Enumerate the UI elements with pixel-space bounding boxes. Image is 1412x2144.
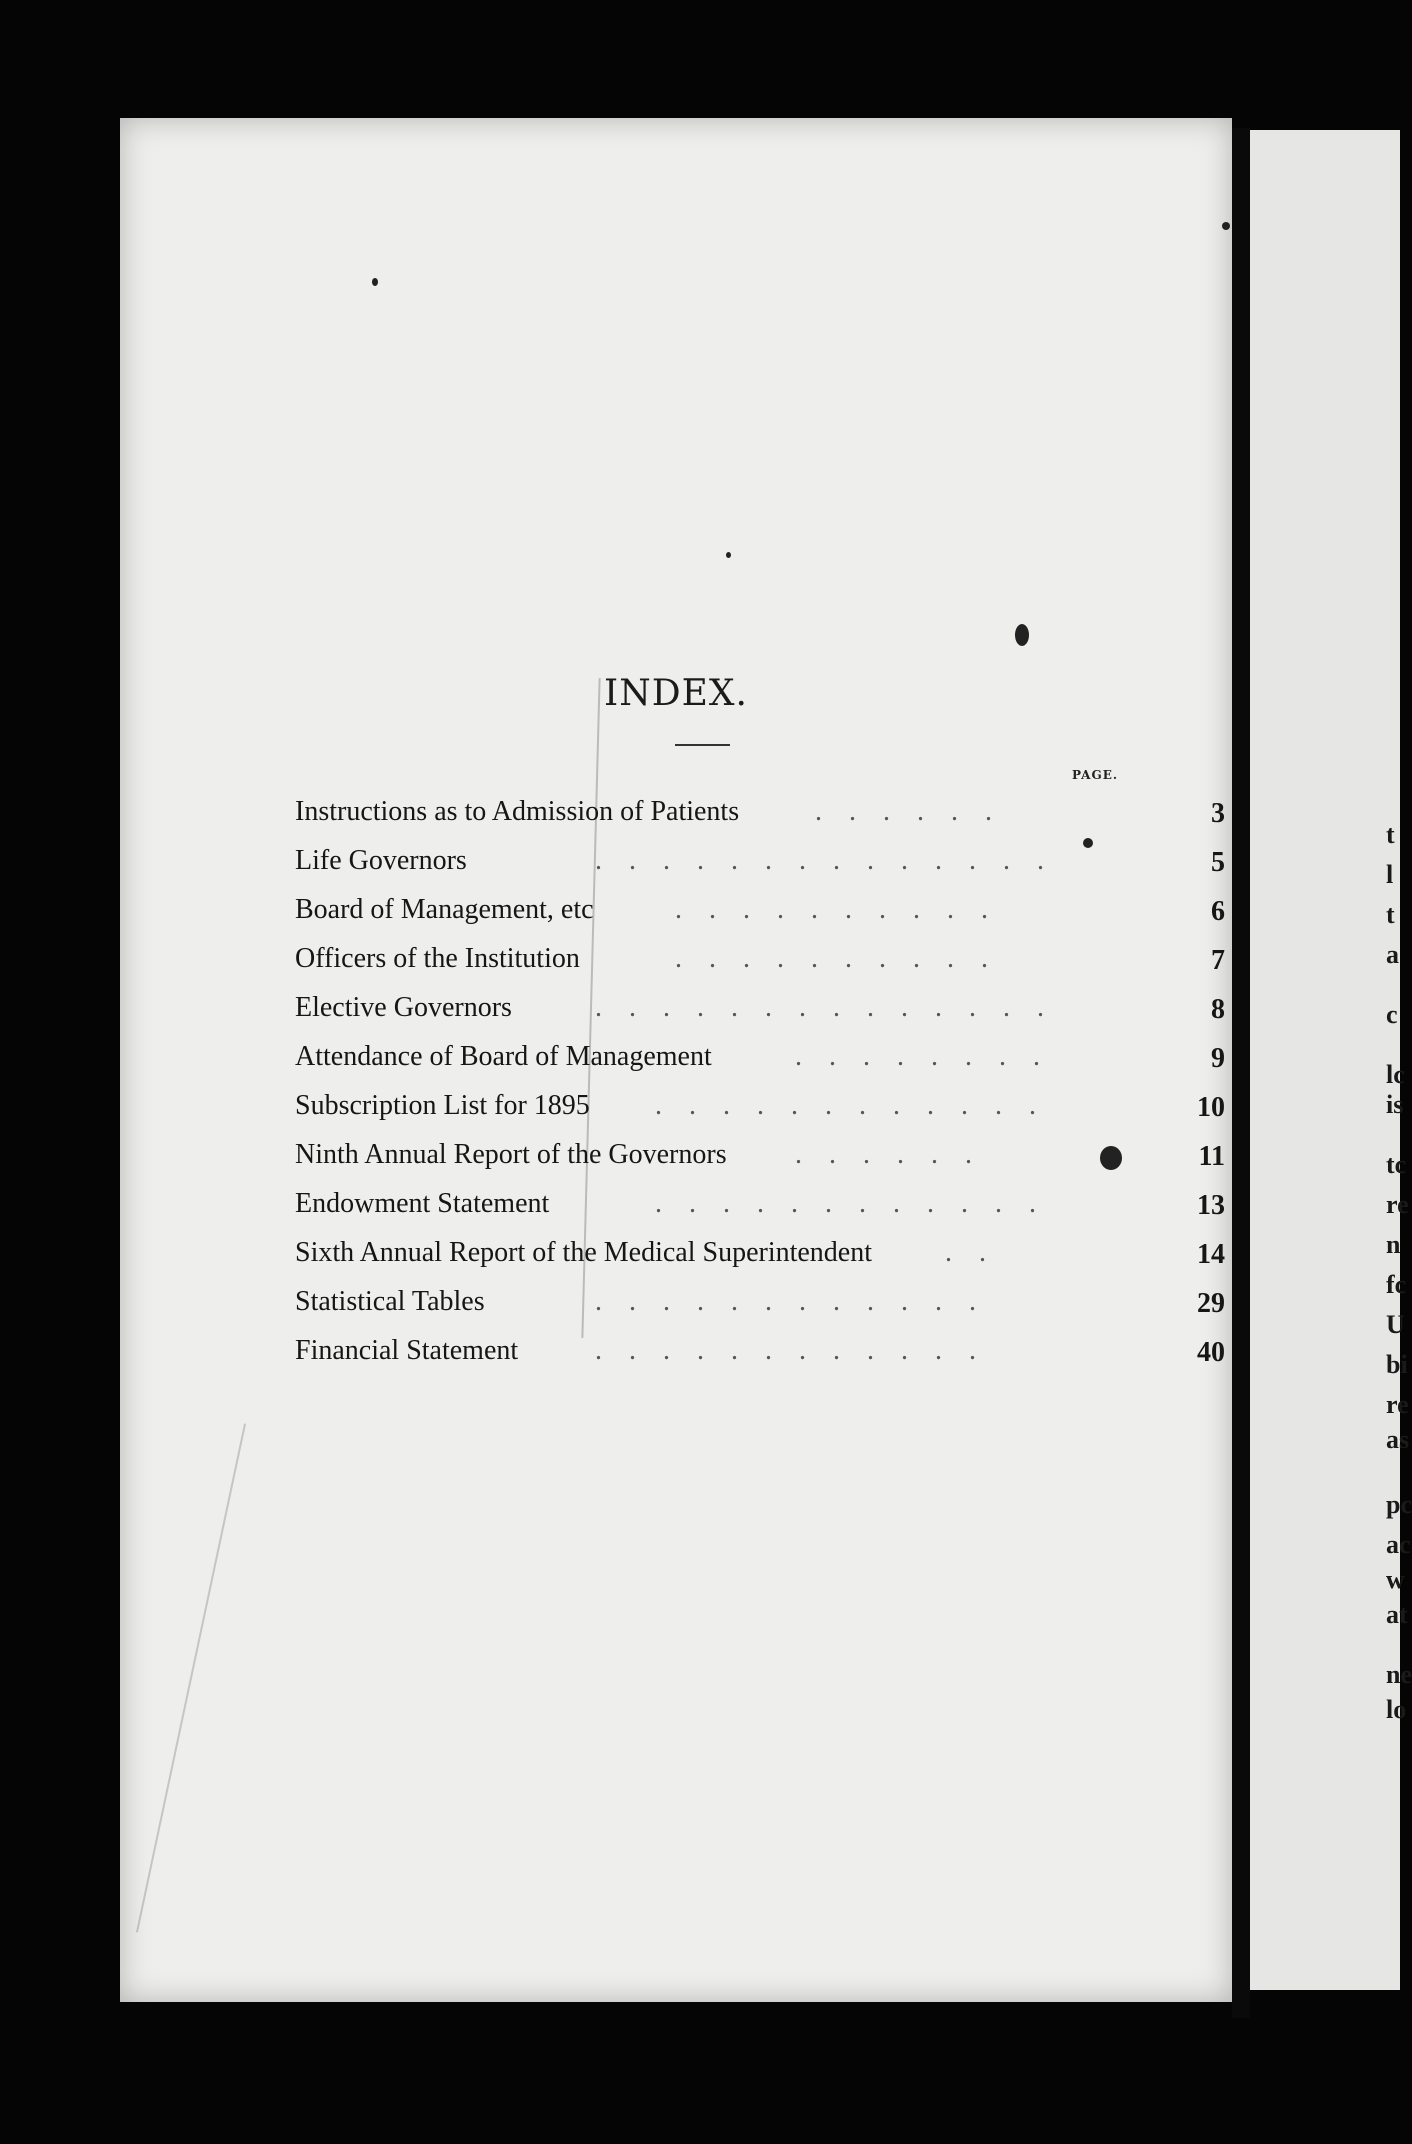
adjacent-page-fragment: lo	[1386, 1695, 1407, 1724]
index-entry	[295, 790, 1255, 839]
index-entry	[295, 1329, 1255, 1378]
index-entry	[295, 937, 1255, 986]
index-entry-page-number: 14	[1197, 1239, 1225, 1270]
index-entry-title: Officers of the Institution	[295, 943, 580, 974]
index-entry-leader-dots: . . . . . . . . . .	[675, 943, 998, 974]
index-entry	[295, 1133, 1255, 1182]
adjacent-page-fragment: ac	[1386, 1530, 1411, 1559]
index-entry-leader-dots: . . . . . .	[795, 1139, 982, 1170]
document-page	[120, 118, 1232, 2002]
index-entry-leader-dots: . . . . . . . . . . . .	[655, 1188, 1046, 1219]
index-entry-leader-dots: . . . . . . . . . . . .	[595, 1286, 986, 1317]
index-entry	[295, 1231, 1255, 1280]
page-column-header: PAGE.	[1072, 768, 1119, 782]
adjacent-page-fragment: re	[1386, 1190, 1409, 1219]
adjacent-page-fragment: tc	[1386, 1150, 1407, 1179]
index-entry-title: Attendance of Board of Management	[295, 1041, 712, 1072]
index-list	[295, 790, 1255, 1378]
index-entry-title: Subscription List for 1895	[295, 1090, 590, 1121]
adjacent-page-fragment: n	[1386, 1230, 1401, 1259]
index-entry-page-number: 11	[1198, 1141, 1225, 1172]
adjacent-page-fragment: c	[1386, 1000, 1398, 1029]
index-entry-page-number: 6	[1211, 896, 1225, 927]
adjacent-page-fragment: as	[1386, 1425, 1410, 1454]
index-entry-page-number: 13	[1197, 1190, 1225, 1221]
adjacent-page-fragment: a	[1386, 940, 1399, 969]
index-entry-title: Statistical Tables	[295, 1286, 485, 1317]
index-entry-page-number: 8	[1211, 994, 1225, 1025]
index-entry-title: Ninth Annual Report of the Governors	[295, 1139, 727, 1170]
scan-speck	[372, 278, 378, 286]
index-entry-title: Life Governors	[295, 845, 467, 876]
index-entry	[295, 1084, 1255, 1133]
index-entry-page-number: 5	[1211, 847, 1225, 878]
index-entry-leader-dots: . . . . . . . . . .	[675, 894, 998, 925]
title-rule	[675, 744, 730, 746]
index-entry	[295, 888, 1255, 937]
adjacent-page-fragment: lc	[1386, 1060, 1405, 1089]
index-entry	[295, 986, 1255, 1035]
adjacent-page-edge	[1250, 130, 1412, 1990]
binding-gutter	[1232, 128, 1250, 2018]
page-title: INDEX.	[604, 673, 748, 714]
adjacent-page-fragment: t	[1386, 820, 1395, 849]
index-entry-page-number: 3	[1211, 798, 1225, 829]
index-entry-page-number: 40	[1197, 1337, 1225, 1368]
index-entry-title: Sixth Annual Report of the Medical Superintendent	[295, 1237, 873, 1268]
index-entry-page-number: 29	[1197, 1288, 1225, 1319]
adjacent-page-fragment: bi	[1386, 1350, 1408, 1379]
index-entry	[295, 1280, 1255, 1329]
index-entry-leader-dots: . . . . . .	[815, 796, 1002, 827]
index-entry	[295, 839, 1255, 888]
adjacent-page-fragment: l	[1386, 860, 1394, 889]
adjacent-page-fragment: at	[1386, 1600, 1408, 1629]
index-entry-title: Elective Governors	[295, 992, 512, 1023]
index-entry-title: Financial Statement	[295, 1335, 519, 1366]
adjacent-page-fragment: ne	[1386, 1660, 1412, 1689]
index-entry-page-number: 10	[1197, 1092, 1225, 1123]
index-entry-title: Instructions as to Admission of Patients	[295, 796, 740, 827]
scan-speck	[1015, 624, 1029, 646]
index-entry-page-number: 7	[1211, 945, 1225, 976]
adjacent-page-fragment: w	[1386, 1565, 1405, 1594]
scan-speck	[726, 552, 731, 558]
scan-scratch	[136, 1423, 246, 1932]
adjacent-page-fragment: U	[1386, 1310, 1405, 1339]
adjacent-page-fragment: t	[1386, 900, 1395, 929]
adjacent-page-fragment: fc	[1386, 1270, 1407, 1299]
adjacent-page-fragment: pc	[1386, 1490, 1412, 1519]
adjacent-page-fragment: re	[1386, 1390, 1409, 1419]
index-entry-leader-dots: . . . . . . . .	[795, 1041, 1050, 1072]
index-entry	[295, 1182, 1255, 1231]
index-entry-title: Endowment Statement	[295, 1188, 550, 1219]
adjacent-page-fragment: is	[1386, 1090, 1404, 1119]
index-entry-leader-dots: . . . . . . . . . . . . . .	[595, 992, 1054, 1023]
scan-speck	[1222, 222, 1230, 230]
index-entry-title: Board of Management, etc	[295, 894, 594, 925]
index-entry-leader-dots: . . . . . . . . . . . .	[655, 1090, 1046, 1121]
index-entry-leader-dots: . . . . . . . . . . . . . .	[595, 845, 1054, 876]
index-entry-leader-dots: . . . . . . . . . . . .	[595, 1335, 986, 1366]
index-entry	[295, 1035, 1255, 1084]
index-entry-page-number: 9	[1211, 1043, 1225, 1074]
index-entry-leader-dots: . .	[945, 1237, 996, 1268]
